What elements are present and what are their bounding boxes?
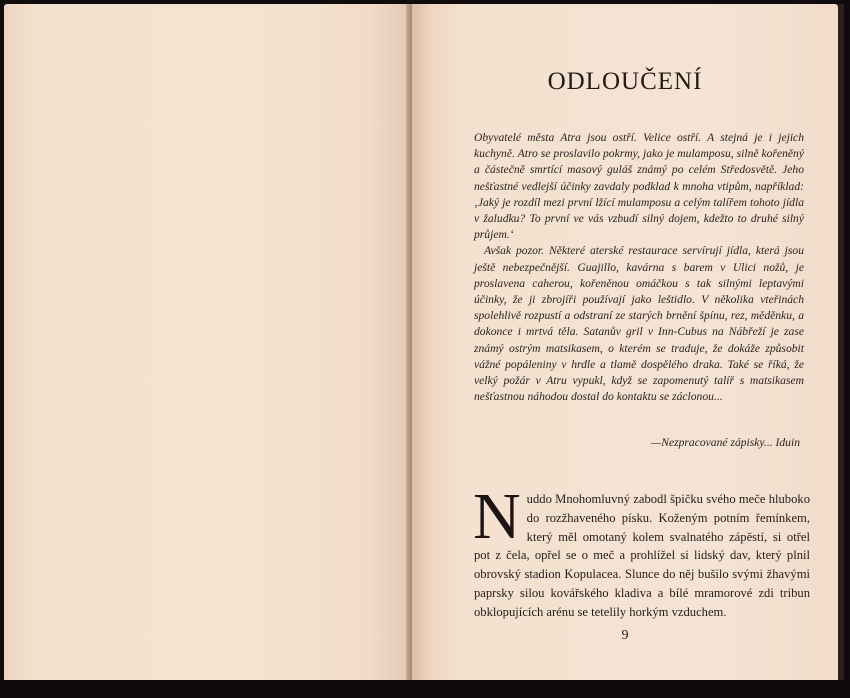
left-page-blank <box>4 4 410 680</box>
right-page <box>412 4 838 680</box>
page-number: 9 <box>621 628 629 643</box>
body-paragraph: uddo Mnohomluvný zabodl špičku svého meče hluboko do rozžhaveného písku. Koženým potním řemínkem, který měl omotaný kolem svalnatého zápěstí, si otřel pot z čela, opřel se o meč a prohlížel si lidský dav, který plnil obrovský stadion Kopulacea. Slunce do něj bušilo svými žhavými paprsky silou kovářského kladiva a bílé mramorové zdi tribun obklopujících arénu se tetelily horkým vzduchem. <box>474 492 810 619</box>
chapter-body <box>473 480 810 622</box>
epigraph-attribution: —Nezpracované zápisky... Iduin <box>650 436 800 449</box>
epigraph <box>474 130 804 405</box>
drop-cap: N <box>473 480 521 553</box>
chapter-title: ODLOUČENÍ <box>547 68 703 95</box>
epigraph-paragraph-1: Obyvatelé města Atra jsou ostří. Velice ostří. A stejná je i jejich kuchyně. Atro se proslavilo pokrmy, jako je mulamposu, silně kořeněný a částečně smrtící masový guláš známý po celém Středosvětě. Jeho nešťastné vedlejší účinky zavdaly podklad k mnoha vtipům, například: ‚Jaký je rozdíl mezi první lžící mulamposu a celým talířem tohoto jídla v žaludku? To první ve vás vzbudí silný dojem, kdežto to druhé silný průjem.‘ <box>474 131 804 242</box>
epigraph-paragraph-2: Avšak pozor. Některé aterské restaurace servírují jídla, která jsou ještě nebezpečnější. Guajillo, kavárna s barem v Ulici nožů, je proslavena caherou, kořeněnou omáčkou s tak silnými leptavými účinky, že ji zbrojíři používají jako leštidlo. V několika vteřinách spolehlivě rozpustí a odstraní ze starých brnění špínu, rez, měděnku, a dokonce i mrtvá těla. Satanův gril v Inn-Cubus na Nábřeží je zase známý ostrým matsikasem, o kterém se traduje, že dokáže způsobit vážné popáleniny v hrdle a tlamě dospělého draka. Také se říká, že velký požár v Atru vypukl, když se zapomenutý talíř s matsikasem nešťastnou náhodou dostal do kontaktu se záclonou... <box>474 244 804 404</box>
scan-bottom-edge <box>0 680 850 698</box>
